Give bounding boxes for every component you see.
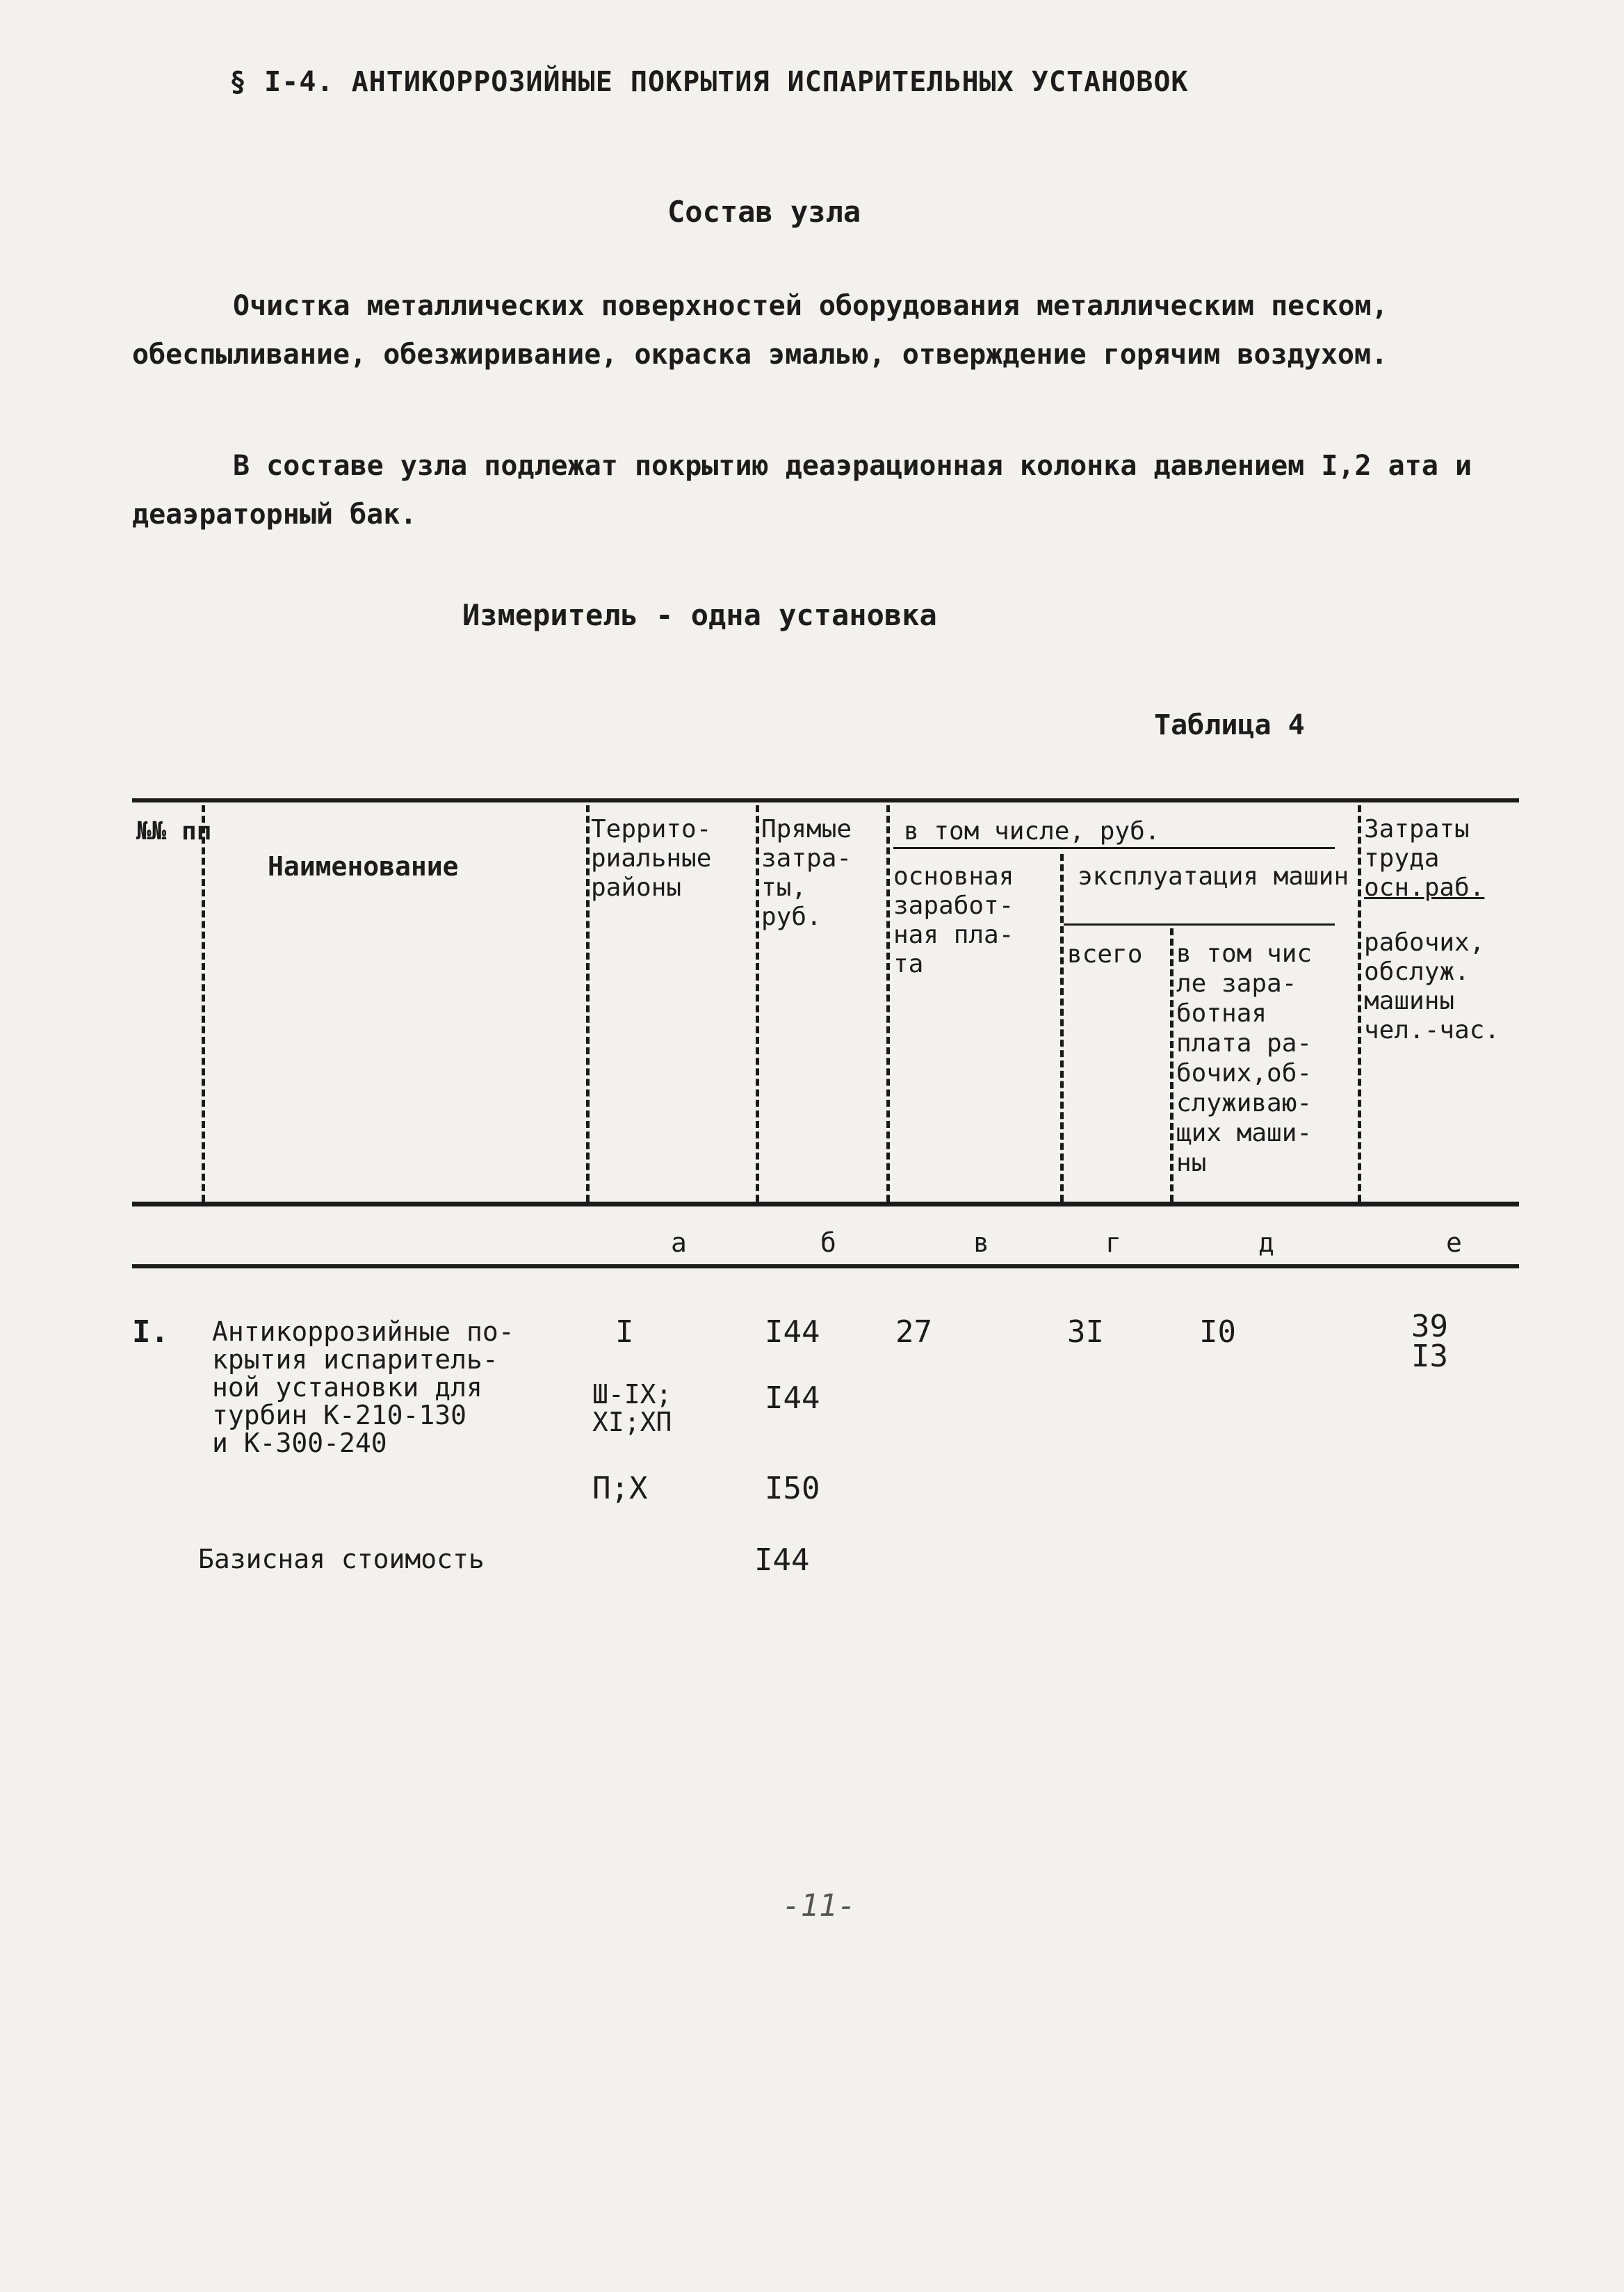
exploit-underline (1064, 923, 1335, 926)
col-divider (1060, 854, 1064, 1202)
incl-underline (893, 847, 1335, 849)
row-number: I. (132, 1314, 169, 1350)
column-index-g: г (1105, 1227, 1121, 1258)
table-top-rule (132, 798, 1519, 802)
labor-machine-value: I3 (1411, 1339, 1448, 1374)
column-index-e: е (1446, 1227, 1462, 1258)
header-num: №№ пп (136, 817, 212, 846)
section-subtitle: Состав узла (667, 195, 861, 229)
region-1: I (615, 1314, 634, 1350)
header-labor-costs: Затраты труда осн.раб. (1364, 815, 1485, 902)
base-cost-label: Базисная стоимость (198, 1544, 485, 1574)
page-number: -11- (782, 1888, 856, 1923)
header-including: в том числе, руб. (904, 817, 1160, 846)
col-divider (1170, 928, 1174, 1202)
labor-workers-value: 39 (1411, 1309, 1448, 1344)
table-label: Таблица 4 (1154, 709, 1305, 741)
header-direct-costs: Прямые затра- ты, руб. (761, 815, 852, 931)
base-cost-value: I44 (754, 1542, 810, 1578)
table-index-rule (132, 1264, 1519, 1268)
measure-unit: Измеритель - одна установка (462, 598, 937, 632)
machine-total-value: 3I (1067, 1314, 1104, 1350)
region-2: Ш-IX; XI;XП (592, 1379, 672, 1437)
region-3: П;Х (592, 1471, 648, 1506)
header-name: Наименование (268, 851, 459, 882)
table-header-rule (132, 1202, 1519, 1206)
header-labor-machine: рабочих, обслуж. машины чел.-час. (1364, 928, 1500, 1044)
header-total: всего (1067, 940, 1143, 969)
col-divider (202, 805, 205, 1202)
header-machine-operation: эксплуатация машин (1078, 862, 1349, 891)
col-divider (756, 805, 759, 1202)
col-divider (1358, 805, 1361, 1202)
column-index-v: в (973, 1227, 989, 1258)
paragraph-coverage: В составе узла подлежат покрытию деаэрационная колонка давлением I,2 ата и деаэраторный бак. (132, 450, 1472, 531)
incl-salary-value: I0 (1199, 1314, 1236, 1350)
section-heading: § I-4. АНТИКОРРОЗИЙНЫЕ ПОКРЫТИЯ ИСПАРИТЕЛЬНЫХ УСТАНОВОК (229, 66, 1189, 98)
direct-cost-1: I44 (765, 1314, 820, 1350)
column-index-b: б (820, 1227, 836, 1258)
direct-cost-2: I44 (765, 1380, 820, 1416)
col-divider (886, 805, 890, 1202)
direct-cost-3: I50 (765, 1471, 820, 1506)
base-salary-value: 27 (895, 1314, 932, 1350)
paragraph-composition: Очистка металлических поверхностей оборудования металлическим песком, обеспыливание, обезжиривание, окраска эмалью, отверждение горячим воздухом. (132, 290, 1388, 371)
column-index-a: а (671, 1227, 687, 1258)
column-index-d: д (1258, 1227, 1274, 1258)
row-name: Антикоррозийные по- крытия испаритель- ной установки для турбин К-210-130 и К-300-240 (212, 1316, 514, 1458)
header-regions: Террито- риальные районы (591, 815, 712, 902)
header-incl-salary: в том чис ле зара- ботная плата ра- бочих,об- служиваю- щих маши- ны (1176, 939, 1313, 1177)
col-divider (586, 805, 590, 1202)
header-base-salary: основная заработ- ная пла- та (893, 862, 1014, 978)
